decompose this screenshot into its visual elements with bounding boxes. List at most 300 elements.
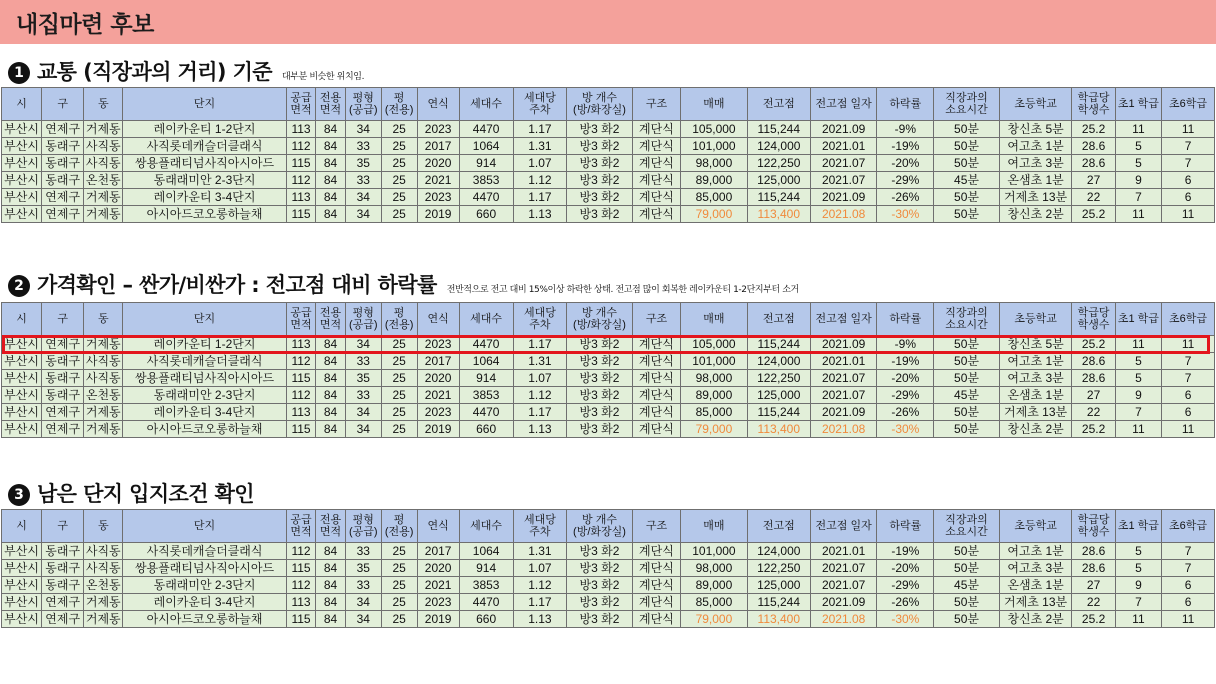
- table-cell: 1.12: [513, 172, 567, 189]
- table-cell: 여고초 3분: [999, 155, 1072, 172]
- table-cell: -20%: [877, 155, 934, 172]
- table-cell: 89,000: [681, 387, 747, 404]
- column-header-label: 연식: [427, 520, 449, 532]
- column-header-label: 구: [57, 520, 68, 532]
- column-header-label: 초6학급: [1169, 520, 1208, 532]
- table-cell: -9%: [877, 336, 934, 353]
- column-header: [2, 88, 42, 121]
- table-cell: 1.31: [513, 138, 567, 155]
- table-cell: 84: [316, 121, 346, 138]
- table-cell: 34: [345, 206, 381, 223]
- table-cell: 25: [381, 611, 417, 628]
- table-cell: 2017: [417, 543, 459, 560]
- table-cell: 계단식: [632, 594, 681, 611]
- table-cell: 3853: [459, 577, 513, 594]
- section-1-header: [8, 56, 364, 86]
- table-cell: 쌍용플래티넘사직아시아드: [123, 155, 286, 172]
- column-header: [934, 88, 999, 121]
- table-cell: 1064: [459, 543, 513, 560]
- column-header: [381, 88, 417, 121]
- table-cell: 112: [286, 353, 316, 370]
- column-header: [513, 88, 567, 121]
- table-cell: 계단식: [632, 336, 681, 353]
- column-header: [810, 510, 876, 543]
- table-cell: 방3 화2: [567, 594, 632, 611]
- column-header: [1115, 303, 1161, 336]
- table-cell: 115,244: [747, 594, 810, 611]
- table-cell: 동래래미안 2-3단지: [123, 577, 286, 594]
- table-cell: 1.17: [513, 189, 567, 206]
- table-cell: 79,000: [681, 611, 747, 628]
- table-cell: 22: [1072, 189, 1115, 206]
- table-cell: 35: [345, 560, 381, 577]
- table-cell: 9: [1115, 387, 1161, 404]
- column-header-sublabel: 주차: [529, 104, 551, 116]
- column-header-label: 직장과의: [945, 307, 988, 319]
- table-cell: 계단식: [632, 189, 681, 206]
- column-header-label: 동: [97, 313, 109, 325]
- table-cell: 914: [459, 370, 513, 387]
- table-cell: 아시아드코오롱하늘채: [123, 611, 286, 628]
- table-cell: 11: [1115, 336, 1161, 353]
- table-cell: 85,000: [681, 404, 747, 421]
- table-cell: 34: [345, 594, 381, 611]
- column-header: [316, 510, 346, 543]
- column-header-label: 전용: [319, 514, 342, 526]
- table-cell: 방3 화2: [567, 353, 632, 370]
- section-3-header: [8, 478, 254, 508]
- table-cell: 부산시: [2, 189, 42, 206]
- table-cell: 50분: [934, 560, 999, 577]
- table-cell: 115: [286, 155, 316, 172]
- column-header-label: 전고점 일자: [815, 520, 872, 532]
- table-cell: 25: [381, 138, 417, 155]
- table-cell: 온천동: [84, 577, 123, 594]
- table-cell: 동래구: [42, 138, 84, 155]
- column-header: [417, 510, 459, 543]
- table-cell: 113: [286, 189, 316, 206]
- column-header: [681, 303, 747, 336]
- column-header: [459, 88, 513, 121]
- table-row: [2, 206, 1215, 223]
- table-cell: 84: [316, 336, 346, 353]
- column-header-sublabel: (방/화장실): [573, 319, 626, 331]
- table-cell: 35: [345, 370, 381, 387]
- table-cell: -26%: [877, 189, 934, 206]
- table-cell: 6: [1162, 404, 1215, 421]
- table-cell: 1.07: [513, 155, 567, 172]
- column-header-label: 하락률: [889, 313, 922, 325]
- table-cell: 2019: [417, 421, 459, 438]
- column-header-label: 구: [57, 313, 68, 325]
- column-header-label: 세대수: [470, 313, 503, 325]
- column-header: [1162, 303, 1215, 336]
- table-cell: 84: [316, 206, 346, 223]
- table-cell: 115,244: [747, 404, 810, 421]
- table-cell: 11: [1162, 206, 1215, 223]
- table-cell: 2021: [417, 577, 459, 594]
- page-title: 내집마련 후보: [16, 11, 154, 38]
- table-cell: 28.6: [1072, 370, 1115, 387]
- table-cell: 11: [1162, 421, 1215, 438]
- table-cell: 연제구: [42, 336, 84, 353]
- table-cell: 2023: [417, 404, 459, 421]
- table-cell: 7: [1115, 404, 1161, 421]
- column-header: [1115, 88, 1161, 121]
- table-cell: 4470: [459, 189, 513, 206]
- table-cell: 6: [1162, 594, 1215, 611]
- column-header-label: 매매: [703, 313, 725, 325]
- table-cell: 2021.09: [810, 121, 876, 138]
- table-cell: 2017: [417, 353, 459, 370]
- table-cell: 11: [1115, 206, 1161, 223]
- table-cell: 34: [345, 189, 381, 206]
- table-cell: 112: [286, 138, 316, 155]
- table-cell: 방3 화2: [567, 543, 632, 560]
- table-cell: 84: [316, 577, 346, 594]
- table-cell: 3853: [459, 387, 513, 404]
- table-cell: 98,000: [681, 155, 747, 172]
- table-cell: 사직동: [84, 560, 123, 577]
- table-cell: 방3 화2: [567, 611, 632, 628]
- header-row: [2, 510, 1215, 543]
- table-cell: 50분: [934, 404, 999, 421]
- column-header: [1072, 303, 1115, 336]
- table-cell: 계단식: [632, 611, 681, 628]
- column-header-label: 구조: [645, 313, 668, 325]
- column-header: [286, 303, 316, 336]
- column-header: [345, 510, 381, 543]
- column-header-sublabel: 면적: [290, 104, 312, 116]
- table-row: [2, 387, 1215, 404]
- table-cell: 거제동: [84, 206, 123, 223]
- table-cell: 101,000: [681, 543, 747, 560]
- table-cell: 부산시: [2, 172, 42, 189]
- table-cell: 84: [316, 172, 346, 189]
- column-header-label: 학급당: [1077, 307, 1110, 319]
- table-cell: 사직동: [84, 155, 123, 172]
- table-row: [2, 172, 1215, 189]
- table-cell: 사직동: [84, 543, 123, 560]
- table-cell: 9: [1115, 172, 1161, 189]
- table-cell: 11: [1162, 611, 1215, 628]
- table-cell: 거제초 13분: [999, 594, 1072, 611]
- column-header-label: 방 개수: [582, 514, 617, 526]
- table-cell: 113: [286, 121, 316, 138]
- column-header-sublabel: 주차: [529, 526, 551, 538]
- header-row: [2, 88, 1215, 121]
- column-header: [567, 303, 632, 336]
- table-cell: 112: [286, 172, 316, 189]
- table-cell: 동래래미안 2-3단지: [123, 172, 286, 189]
- column-header-sublabel: 주차: [529, 319, 551, 331]
- table-cell: 28.6: [1072, 353, 1115, 370]
- column-header: [123, 88, 286, 121]
- table-cell: 동래구: [42, 577, 84, 594]
- column-header: [417, 88, 459, 121]
- table-cell: 방3 화2: [567, 336, 632, 353]
- column-header-label: 구조: [645, 520, 668, 532]
- column-header: [810, 88, 876, 121]
- table-cell: 온천동: [84, 172, 123, 189]
- table-cell: 창신초 5분: [999, 336, 1072, 353]
- table-cell: 1.13: [513, 611, 567, 628]
- table-cell: 창신초 2분: [999, 206, 1072, 223]
- column-header-label: 공급: [290, 307, 312, 319]
- column-header: [316, 303, 346, 336]
- table-cell: 방3 화2: [567, 404, 632, 421]
- column-header: [999, 510, 1072, 543]
- table-cell: 25.2: [1072, 336, 1115, 353]
- table-row: [2, 189, 1215, 206]
- column-header-label: 초1 학급: [1117, 313, 1159, 325]
- table-cell: 50분: [934, 594, 999, 611]
- column-header: [513, 303, 567, 336]
- table-cell: 계단식: [632, 370, 681, 387]
- table-row: [2, 543, 1215, 560]
- column-header-label: 시: [16, 313, 27, 325]
- table-cell: 2021.07: [810, 560, 876, 577]
- table-cell: 2020: [417, 155, 459, 172]
- table-cell: 11: [1162, 121, 1215, 138]
- page-title-bar: [0, 0, 1216, 44]
- column-header-label: 단지: [193, 313, 216, 325]
- column-header-label: 직장과의: [945, 92, 988, 104]
- table-cell: 레이카운티 1-2단지: [123, 336, 286, 353]
- table-cell: 25.2: [1072, 121, 1115, 138]
- table-cell: 125,000: [747, 387, 810, 404]
- table-cell: 28.6: [1072, 138, 1115, 155]
- table-cell: 7: [1115, 594, 1161, 611]
- table-cell: 11: [1115, 611, 1161, 628]
- table-cell: 동래구: [42, 560, 84, 577]
- table-cell: 3853: [459, 172, 513, 189]
- table-cell: 84: [316, 155, 346, 172]
- table-cell: 50분: [934, 189, 999, 206]
- table-cell: 84: [316, 189, 346, 206]
- table-cell: 거제동: [84, 594, 123, 611]
- column-header: [1162, 88, 1215, 121]
- column-header-label: 세대당: [523, 92, 556, 104]
- table-cell: 온샘초 1분: [999, 577, 1072, 594]
- table-cell: 여고초 3분: [999, 370, 1072, 387]
- table-cell: 25: [381, 387, 417, 404]
- table-cell: 5: [1115, 353, 1161, 370]
- table-commute: [1, 87, 1215, 223]
- column-header: [632, 303, 681, 336]
- column-header-sublabel: 면적: [290, 319, 312, 331]
- table-cell: 914: [459, 155, 513, 172]
- table-cell: 1.12: [513, 577, 567, 594]
- column-header-label: 초6학급: [1169, 98, 1208, 110]
- table-cell: 34: [345, 404, 381, 421]
- table-cell: 1.31: [513, 543, 567, 560]
- table-cell: 4470: [459, 404, 513, 421]
- table-cell: 25: [381, 560, 417, 577]
- table-cell: 2021.09: [810, 594, 876, 611]
- table-cell: 98,000: [681, 560, 747, 577]
- table-cell: 동래구: [42, 172, 84, 189]
- column-header-sublabel: 학생수: [1077, 104, 1110, 116]
- table-cell: 84: [316, 421, 346, 438]
- table-cell: 11: [1115, 421, 1161, 438]
- table-cell: 115,244: [747, 189, 810, 206]
- table-cell: 계단식: [632, 577, 681, 594]
- table-cell: 89,000: [681, 577, 747, 594]
- table-cell: 25: [381, 155, 417, 172]
- column-header-label: 평: [393, 92, 405, 104]
- column-header-sublabel: 학생수: [1077, 319, 1110, 331]
- column-header-label: 단지: [193, 98, 216, 110]
- table-cell: 6: [1162, 172, 1215, 189]
- table-cell: 105,000: [681, 121, 747, 138]
- table-cell: 115: [286, 421, 316, 438]
- table-cell: 6: [1162, 189, 1215, 206]
- table-cell: 7: [1162, 370, 1215, 387]
- table-cell: 연제구: [42, 206, 84, 223]
- table-cell: 124,000: [747, 138, 810, 155]
- table-cell: 부산시: [2, 353, 42, 370]
- table-cell: 온천동: [84, 387, 123, 404]
- table-cell: 115: [286, 560, 316, 577]
- table-cell: 동래구: [42, 543, 84, 560]
- table-cell: 5: [1115, 543, 1161, 560]
- table-cell: 50분: [934, 370, 999, 387]
- column-header-label: 전고점 일자: [815, 98, 872, 110]
- table-cell: 5: [1115, 138, 1161, 155]
- column-header: [877, 303, 934, 336]
- column-header-label: 방 개수: [582, 92, 617, 104]
- table-cell: 33: [345, 387, 381, 404]
- table-cell: 사직동: [84, 353, 123, 370]
- column-header-label: 초등학교: [1014, 520, 1057, 532]
- table-row: [2, 421, 1215, 438]
- column-header-label: 연식: [427, 313, 449, 325]
- table-cell: 2021.01: [810, 353, 876, 370]
- table-cell: 11: [1162, 336, 1215, 353]
- table-cell: 레이카운티 1-2단지: [123, 121, 286, 138]
- table-cell: 1.07: [513, 370, 567, 387]
- table-cell: 34: [345, 421, 381, 438]
- table-cell: -26%: [877, 594, 934, 611]
- column-header-sublabel: (공급): [348, 526, 378, 538]
- table-cell: 창신초 2분: [999, 611, 1072, 628]
- table-cell: 25: [381, 172, 417, 189]
- table-cell: 쌍용플래티넘사직아시아드: [123, 560, 286, 577]
- table-cell: -19%: [877, 138, 934, 155]
- table-cell: 방3 화2: [567, 370, 632, 387]
- table-cell: 1.17: [513, 404, 567, 421]
- column-header: [513, 510, 567, 543]
- table-cell: 동래래미안 2-3단지: [123, 387, 286, 404]
- table-cell: 연제구: [42, 189, 84, 206]
- table-cell: 113,400: [747, 421, 810, 438]
- column-header-label: 세대당: [523, 307, 556, 319]
- column-header: [2, 510, 42, 543]
- column-header-sublabel: (전용): [384, 526, 414, 538]
- table-cell: 113,400: [747, 206, 810, 223]
- table-cell: 동래구: [42, 155, 84, 172]
- table-cell: 660: [459, 206, 513, 223]
- table-row: [2, 560, 1215, 577]
- table-cell: 45분: [934, 577, 999, 594]
- table-cell: 9: [1115, 577, 1161, 594]
- table-cell: 부산시: [2, 370, 42, 387]
- column-header-sublabel: 면적: [319, 319, 342, 331]
- column-header: [632, 88, 681, 121]
- table-cell: 2023: [417, 336, 459, 353]
- table-cell: 7: [1162, 353, 1215, 370]
- table-cell: 45분: [934, 387, 999, 404]
- table-cell: 115,244: [747, 336, 810, 353]
- table-cell: 계단식: [632, 387, 681, 404]
- table-cell: 부산시: [2, 577, 42, 594]
- table-cell: 124,000: [747, 543, 810, 560]
- table-cell: 115: [286, 206, 316, 223]
- section-2-header: [8, 269, 799, 299]
- table-cell: 동래구: [42, 387, 84, 404]
- table-cell: 창신초 5분: [999, 121, 1072, 138]
- table-cell: 거제초 13분: [999, 404, 1072, 421]
- table-cell: 온샘초 1분: [999, 172, 1072, 189]
- table-cell: 온샘초 1분: [999, 387, 1072, 404]
- column-header-label: 하락률: [889, 520, 922, 532]
- table-cell: 1.12: [513, 387, 567, 404]
- table-cell: 4470: [459, 594, 513, 611]
- table-cell: 122,250: [747, 560, 810, 577]
- table-cell: 5: [1115, 370, 1161, 387]
- column-header: [417, 303, 459, 336]
- column-header-label: 평형: [352, 514, 374, 526]
- table-cell: 85,000: [681, 189, 747, 206]
- table-cell: 113: [286, 594, 316, 611]
- table-cell: 2021: [417, 172, 459, 189]
- table-cell: 25: [381, 594, 417, 611]
- table-cell: -30%: [877, 611, 934, 628]
- table-cell: -30%: [877, 206, 934, 223]
- table-cell: 7: [1115, 189, 1161, 206]
- column-header-label: 평형: [352, 92, 374, 104]
- table-cell: 7: [1162, 155, 1215, 172]
- table-cell: 여고초 3분: [999, 560, 1072, 577]
- table-cell: 2021.01: [810, 543, 876, 560]
- table-cell: 5: [1115, 155, 1161, 172]
- table-row: [2, 577, 1215, 594]
- table-cell: 34: [345, 336, 381, 353]
- column-header-label: 초1 학급: [1117, 98, 1159, 110]
- table-row: [2, 353, 1215, 370]
- column-header: [345, 303, 381, 336]
- table-cell: 사직롯데캐슬더클래식: [123, 138, 286, 155]
- column-header-label: 학급당: [1077, 514, 1110, 526]
- column-header-label: 동: [97, 98, 109, 110]
- column-header-label: 동: [97, 520, 109, 532]
- column-header: [459, 510, 513, 543]
- table-cell: 50분: [934, 543, 999, 560]
- section-heading: 교통 (직장과의 거리) 기준: [37, 60, 272, 84]
- column-header-label: 세대수: [470, 520, 503, 532]
- table-cell: 방3 화2: [567, 560, 632, 577]
- table-cell: 아시아드코오롱하늘채: [123, 206, 286, 223]
- column-header: [632, 510, 681, 543]
- table-cell: 계단식: [632, 353, 681, 370]
- table-cell: 여고초 1분: [999, 543, 1072, 560]
- table-cell: 125,000: [747, 577, 810, 594]
- table-cell: 레이카운티 3-4단지: [123, 594, 286, 611]
- column-header: [286, 88, 316, 121]
- column-header-sublabel: (공급): [348, 104, 378, 116]
- column-header: [747, 510, 810, 543]
